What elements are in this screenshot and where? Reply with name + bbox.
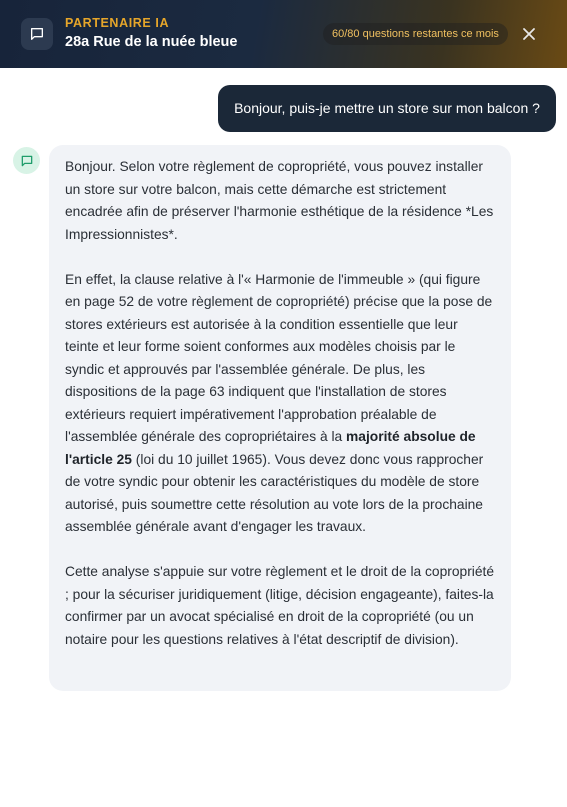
chat-icon: [20, 154, 34, 168]
user-message: Bonjour, puis-je mettre un store sur mon balcon ?: [218, 85, 556, 132]
header-title: 28a Rue de la nuée bleue: [65, 34, 238, 50]
header-kicker: PARTENAIRE IA: [65, 16, 170, 30]
bot-message: [49, 145, 511, 691]
chat-header: [0, 0, 567, 68]
chat-icon: [21, 18, 53, 50]
bot-avatar: [13, 147, 40, 174]
quota-badge: 60/80 questions restantes ce mois: [323, 23, 508, 45]
header-titles: [65, 16, 237, 52]
bot-paragraph-3: Cette analyse s'appuie sur votre règlement et le droit de la copropriété ; pour la sécuriser juridiquement (litige, décision engageante), faites-la confirmer par un avocat spécialisé en droit de la copropriété (ou un notaire pour les questions relatives à l'état descriptif de division).: [65, 564, 495, 647]
bot-paragraph-1: Bonjour. Selon votre règlement de copropriété, vous pouvez installer un store sur votre balcon, mais cette démarche est strictement encadrée afin de préserver l'harmonie esthétique de la résidence *Les Impressionnistes*.: [65, 159, 494, 242]
bot-paragraph-2-text: En effet, la clause relative à l'« Harmonie de l'immeuble » (qui figure en page 52 de votre règlement de copropriété) précise que la pose de stores extérieurs est autorisée à la condition essentielle que leur teinte et leur forme soient conformes aux modèles choisis par le syndic et approuvés par l'assemblée générale. De plus, les dispositions de la page 63 indiquent que l'installation de stores extérieurs requiert impérativement l'approbation préalable de l'assemblée générale des copropriétaires à la: [65, 271, 493, 444]
bot-paragraph-2-text-end: (loi du 10 juillet 1965). Vous devez donc vous rapprocher de votre syndic pour obtenir les caractéristiques du modèle de store autorisé, puis soumettre cette résolution au vote lors de la prochaine assemblée générale avant d'engager les travaux.: [65, 451, 484, 534]
bot-paragraph-2-bold: majorité absolue de l'article 25: [65, 429, 476, 467]
close-icon: [522, 27, 536, 41]
bot-paragraph-2: [65, 269, 495, 539]
close-button[interactable]: [519, 24, 539, 44]
